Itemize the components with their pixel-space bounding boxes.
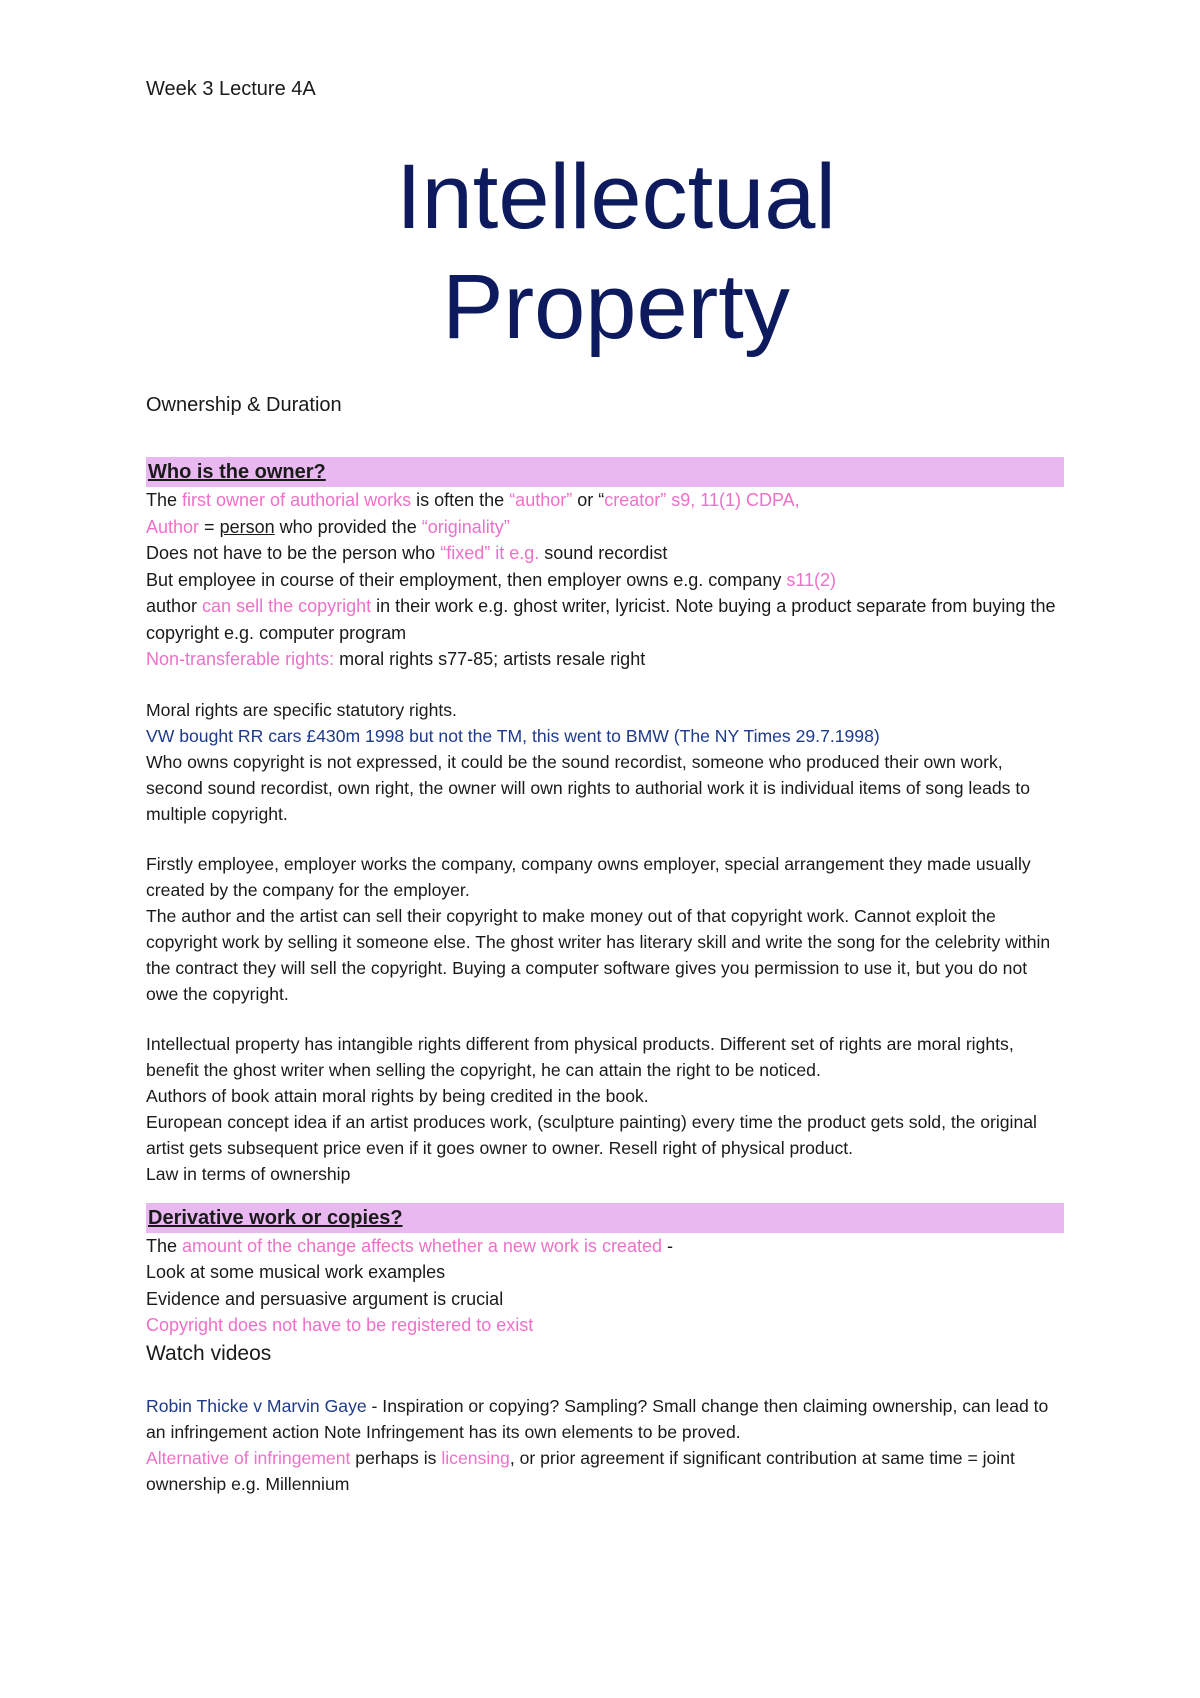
title-line-1: Intellectual (396, 146, 836, 248)
document-subtitle: Ownership & Duration (146, 394, 342, 416)
derivative-line-2: Look at some musical work examples (146, 1262, 446, 1282)
section-heading-owner: Who is the owner? (146, 457, 1064, 487)
paragraph-3: The author and the artist can sell their copyright to make money out of that copyright work. Cannot exploit the copyright work by selling it someone else. The ghost writer has literary skill and write the song for the celebrity within the contract they will sell the copyright. Buying a computer software gives you permission to use it, but you do not owe the copyright. (146, 905, 1051, 1004)
owner-line-1: The first owner of authorial works is often the “author” or “creator” s9, 11(1) CDPA, (146, 490, 800, 510)
moral-rights-text: Moral rights are specific statutory rights. (146, 699, 457, 720)
derivative-line-3: Evidence and persuasive argument is crucial (146, 1288, 504, 1309)
owner-line-4: But employee in course of their employment, then employer owns e.g. company s11(2) (146, 569, 837, 590)
derivative-line-4: Copyright does not have to be registered to exist (146, 1315, 534, 1335)
paragraph-7: Law in terms of ownership (146, 1163, 351, 1184)
paragraph-1: Who owns copyright is not expressed, it could be the sound recordist, someone who produced their own work, second sound recordist, own right, the owner will own rights to authorial work it is individual items of song leads to multiple copyright. (146, 751, 1031, 824)
paragraph-5: Authors of book attain moral rights by being credited in the book. (146, 1085, 649, 1106)
owner-line-2: Author = person who provided the “originality” (146, 516, 510, 537)
section-heading-derivative: Derivative work or copies? (146, 1203, 1064, 1233)
robin-thicke-paragraph: Robin Thicke v Marvin Gaye - Inspiration or copying? Sampling? Small change then claiming ownership, can lead to an infringement action Note Infringement has its own elements to be proved. (146, 1395, 1049, 1442)
title-line-2: Property (442, 256, 790, 358)
derivative-line-1: The amount of the change affects whether a new work is created - (146, 1235, 673, 1256)
paragraph-2: Firstly employee, employer works the company, company owns employer, special arrangement they made usually created by the company for the employer. (146, 853, 1031, 900)
page-header: Week 3 Lecture 4A (146, 78, 316, 100)
watch-videos-text: Watch videos (146, 1341, 272, 1365)
owner-line-6: Non-transferable rights: moral rights s77-85; artists resale right (146, 649, 646, 669)
document-title (168, 142, 1064, 362)
alternative-infringement-paragraph: Alternative of infringement perhaps is licensing, or prior agreement if significant contribution at same time = joint ownership e.g. Millennium (146, 1447, 1015, 1494)
paragraph-4: Intellectual property has intangible rights different from physical products. Different set of rights are moral rights, benefit the ghost writer when selling the copyright, he can attain the right to be noticed. (146, 1033, 1014, 1080)
vw-example: VW bought RR cars £430m 1998 but not the TM, this went to BMW (The NY Times 29.7.1998) (146, 725, 880, 746)
owner-line-3: Does not have to be the person who “fixed” it e.g. sound recordist (146, 543, 668, 563)
owner-line-5: author can sell the copyright in their work e.g. ghost writer, lyricist. Note buying a product separate from buying the copyright e.g. computer program (146, 596, 1056, 643)
paragraph-6: European concept idea if an artist produces work, (sculpture painting) every time the product gets sold, the original artist gets subsequent price even if it goes owner to owner. Resell right of physical product. (146, 1111, 1037, 1158)
